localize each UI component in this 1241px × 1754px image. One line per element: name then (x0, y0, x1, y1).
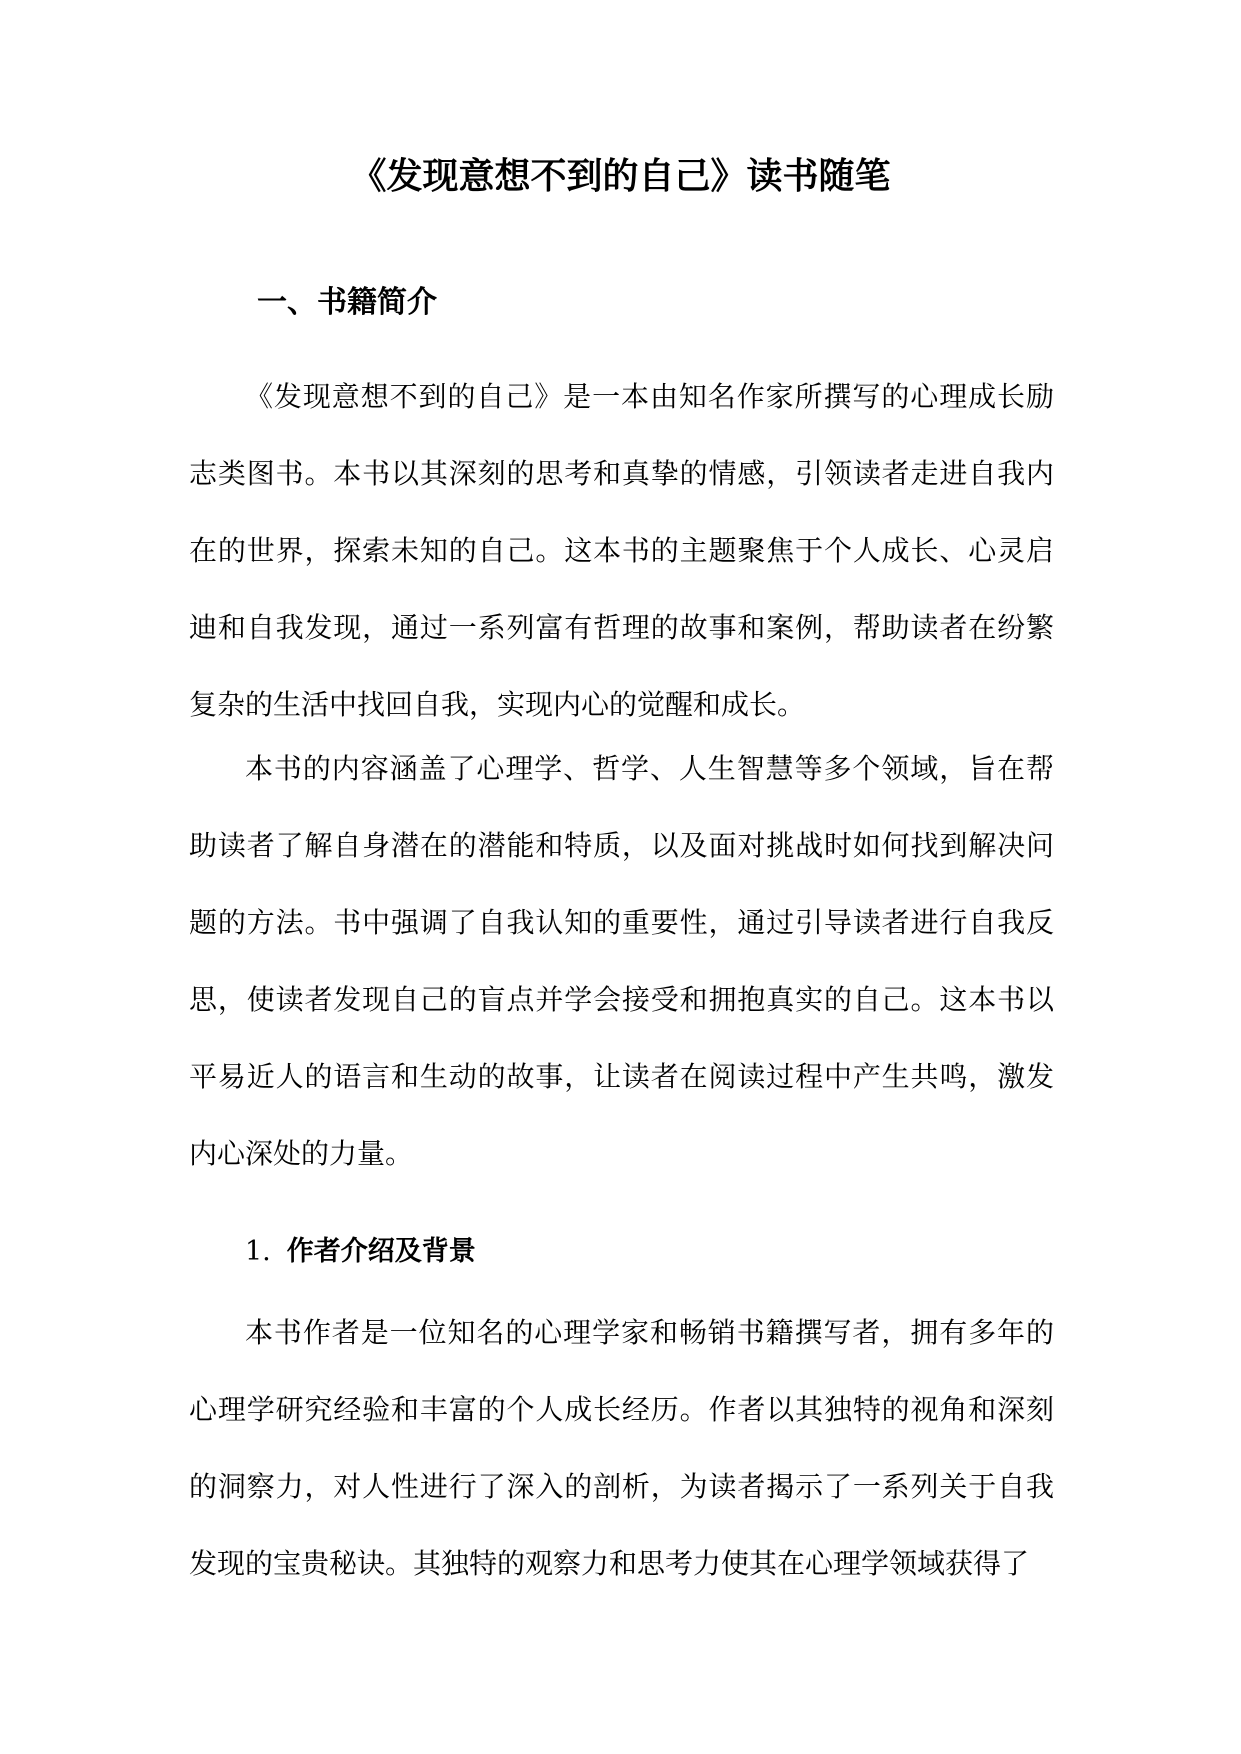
subsection-heading-text: 作者介绍及背景 (286, 1236, 476, 1267)
paragraph-author-1: 本书作者是一位知名的心理学家和畅销书籍撰写者，拥有多年的心理学研究经验和丰富的个人成长经历。作者以其独特的视角和深刻的洞察力，对人性进行了深入的剖析，为读者揭示了一系列关于自我发现的宝贵秘诀。其独特的观察力和思考力使其在心理学领域获得了 (189, 1316, 1054, 1580)
section-heading-book-intro: 一、书籍简介 (257, 285, 437, 320)
document-title: 《发现意想不到的自己》读书随笔 (350, 156, 891, 197)
subsection-number: 1. (245, 1236, 271, 1267)
paragraph-book-intro-2: 本书的内容涵盖了心理学、哲学、人生智慧等多个领域，旨在帮助读者了解自身潜在的潜能和特质，以及面对挑战时如何找到解决问题的方法。书中强调了自我认知的重要性，通过引导读者进行自我反思，使读者发现自己的盲点并学会接受和拥抱真实的自己。这本书以平易近人的语言和生动的故事，让读者在阅读过程中产生共鸣，激发内心深处的力量。 (189, 752, 1054, 1170)
subsection-heading-author (245, 1232, 476, 1272)
paragraph-book-intro-1: 《发现意想不到的自己》是一本由知名作家所撰写的心理成长励志类图书。本书以其深刻的思考和真挚的情感，引领读者走进自我内在的世界，探索未知的自己。这本书的主题聚焦于个人成长、心灵启迪和自我发现，通过一系列富有哲理的故事和案例，帮助读者在纷繁复杂的生活中找回自我，实现内心的觉醒和成长。 (189, 380, 1054, 721)
